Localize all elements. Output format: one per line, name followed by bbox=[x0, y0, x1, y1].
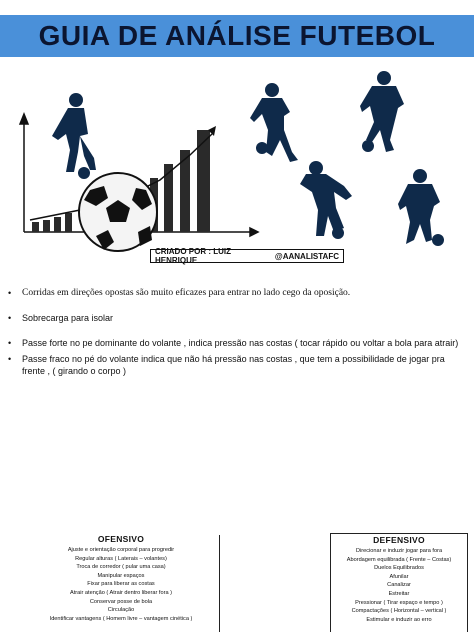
list-item: Manipular espaços bbox=[97, 572, 145, 579]
list-item: Fixar para liberar as costas bbox=[87, 581, 155, 588]
player-4-icon bbox=[300, 161, 352, 239]
player-1-icon bbox=[52, 93, 96, 179]
list-item: Canalizar bbox=[387, 582, 411, 589]
bullet-icon: • bbox=[8, 354, 12, 364]
list-item: Direcionar e induzir jogar para fora bbox=[355, 548, 443, 554]
list-item: • Corridas em direções opostas são muito eficazes para entrar no lado cego da oposição. bbox=[8, 288, 351, 298]
list-item: Afunilar bbox=[389, 573, 409, 580]
list-item: Estimular e induzir ao erro bbox=[366, 616, 432, 623]
credit-handle: @AANALISTAFC bbox=[274, 251, 339, 261]
list-item: Identificar vantagens ( Homem livre – vantagem cinética ) bbox=[49, 615, 193, 622]
section-divider bbox=[219, 535, 220, 632]
hero-illustration bbox=[0, 60, 474, 265]
list-item: Duelos Equilibrados bbox=[374, 565, 424, 572]
ofensivo-title: OFENSIVO bbox=[97, 534, 145, 544]
list-item: Pressionar ( Tirar espaço e tempo ) bbox=[355, 599, 443, 606]
player-2-icon bbox=[250, 83, 298, 162]
player-5-icon bbox=[398, 169, 444, 246]
bullet-icon: • bbox=[8, 313, 12, 323]
list-item: Troca de corredor ( pular uma casa) bbox=[76, 564, 166, 571]
list-item: • Passe forte no pe dominante do volante , indica pressão nas costas ( tocar rápido ou voltar a bola para atrair) bbox=[8, 338, 459, 348]
bullet-icon: • bbox=[8, 338, 12, 348]
title-banner bbox=[0, 15, 474, 57]
list-item: Abordagem equilibrada ( Frente – Costas) bbox=[346, 556, 452, 563]
list-item: Circulação bbox=[107, 607, 135, 614]
list-item: • Passe fraco no pé do volante indica que não há pressão nas costas , que tem a possibilidade de jogar pra frente , ( girando o corpo ) bbox=[8, 354, 445, 376]
list-item: Atrair atenção ( Atrair dentro liberar fora ) bbox=[70, 589, 172, 596]
list-item: • Sobrecarga para isolar bbox=[8, 313, 114, 323]
credit-author: CRIADO POR : LUIZ HENRIQUE bbox=[155, 247, 231, 265]
player-3-icon bbox=[360, 71, 404, 152]
bullet-icon: • bbox=[8, 288, 12, 298]
tips-list bbox=[8, 287, 464, 381]
ofensivo-section bbox=[28, 533, 214, 623]
defensivo-section bbox=[330, 533, 468, 632]
list-item: Estreitar bbox=[388, 590, 410, 597]
credit-box bbox=[150, 249, 344, 263]
page-title: GUIA DE ANÁLISE FUTEBOL bbox=[38, 20, 436, 51]
list-item: Ajuste e orientação corporal para progredir bbox=[67, 547, 175, 553]
list-item: Conservar posse de bola bbox=[89, 598, 153, 605]
defensivo-title: DEFENSIVO bbox=[373, 535, 425, 545]
list-item: Compactações ( Horizontal – vertical ) bbox=[351, 608, 447, 615]
soccer-ball-icon bbox=[79, 173, 157, 251]
list-item: Regular alturas ( Laterais – volantes) bbox=[75, 555, 167, 562]
